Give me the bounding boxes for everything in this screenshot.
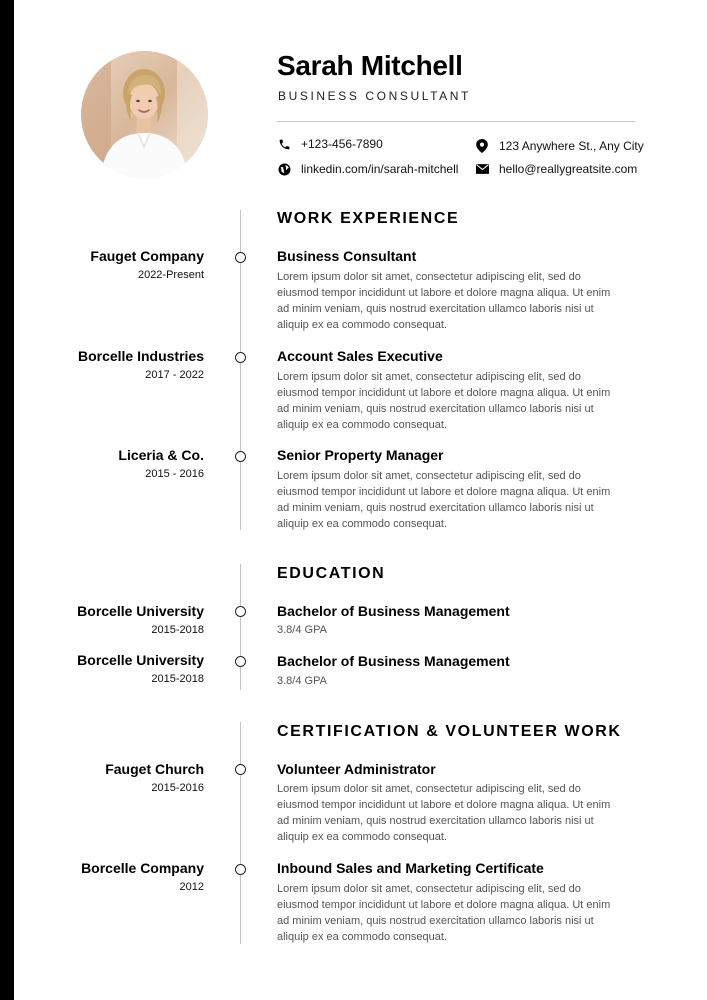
contact-phone [277, 137, 383, 151]
work-date: 2022-Present [137, 269, 204, 281]
certification-description: Lorem ipsum dolor sit amet, consectetur adipiscing elit, sed do eiusmod tempor incididunt ut labore et dolore magna aliqua. Ut enim ad minim veniam, quis nostrud exercitation ullamco laboris nisi ut aliquip ex ea commodo consequat. [277, 783, 611, 843]
email-text[interactable]: hello@reallygreatsite.com [499, 162, 638, 176]
timeline-dot [235, 352, 246, 363]
certification-date: 2012 [179, 881, 204, 893]
candidate-role: BUSINESS CONSULTANT [278, 89, 471, 103]
work-date: 2017 - 2022 [145, 369, 204, 381]
globe-icon [277, 162, 291, 176]
certification-org: Borcelle Company [81, 860, 204, 876]
certification-org: Fauget Church [105, 761, 204, 777]
education-date: 2015-2018 [151, 624, 204, 636]
timeline-dot [235, 252, 246, 263]
timeline-dot [235, 606, 246, 617]
education-title: Bachelor of Business Management [277, 603, 510, 619]
work-description: Lorem ipsum dolor sit amet, consectetur adipiscing elit, sed do eiusmod tempor incididunt ut labore et dolore magna aliqua. Ut enim ad minim veniam, quis nostrud exercitation ullamco laboris nisi ut aliquip ex ea commodo consequat. [277, 371, 611, 431]
phone-text: +123-456-7890 [301, 137, 383, 151]
contact-email [475, 162, 637, 176]
work-description: Lorem ipsum dolor sit amet, consectetur adipiscing elit, sed do eiusmod tempor incididunt ut labore et dolore magna aliqua. Ut enim ad minim veniam, quis nostrud exercitation ullamco laboris nisi ut aliquip ex ea commodo consequat. [277, 271, 611, 331]
contact-linkedin [277, 162, 458, 176]
certification-title: Inbound Sales and Marketing Certificate [277, 860, 544, 876]
work-experience-heading: WORK EXPERIENCE [277, 210, 460, 227]
work-org: Liceria & Co. [118, 447, 204, 463]
education-gpa: 3.8/4 GPA [277, 675, 327, 687]
phone-icon [277, 137, 291, 151]
education-title: Bachelor of Business Management [277, 653, 510, 669]
header-divider [277, 121, 635, 122]
timeline-dot [235, 451, 246, 462]
education-timeline-line [240, 564, 241, 690]
page-edge-bar [0, 0, 14, 1000]
address-text: 123 Anywhere St., Any City [499, 139, 644, 153]
education-date: 2015-2018 [151, 673, 204, 685]
work-org: Fauget Company [90, 248, 204, 264]
certification-timeline-line [240, 722, 241, 944]
timeline-dot [235, 656, 246, 667]
certification-description: Lorem ipsum dolor sit amet, consectetur adipiscing elit, sed do eiusmod tempor incididunt ut labore et dolore magna aliqua. Ut enim ad minim veniam, quis nostrud exercitation ullamco laboris nisi ut aliquip ex ea commodo consequat. [277, 883, 611, 943]
timeline-dot [235, 764, 246, 775]
certification-date: 2015-2016 [151, 782, 204, 794]
education-gpa: 3.8/4 GPA [277, 624, 327, 636]
linkedin-text[interactable]: linkedin.com/in/sarah-mitchell [301, 162, 459, 176]
candidate-name: Sarah Mitchell [277, 50, 463, 81]
certification-title: Volunteer Administrator [277, 761, 436, 777]
work-org: Borcelle Industries [77, 348, 204, 364]
education-heading: EDUCATION [277, 565, 386, 582]
education-org: Borcelle University [77, 652, 204, 668]
certification-heading: CERTIFICATION & VOLUNTEER WORK [277, 723, 622, 740]
work-description: Lorem ipsum dolor sit amet, consectetur adipiscing elit, sed do eiusmod tempor incididunt ut labore et dolore magna aliqua. Ut enim ad minim veniam, quis nostrud exercitation ullamco laboris nisi ut aliquip ex ea commodo consequat. [277, 470, 611, 530]
work-date: 2015 - 2016 [145, 468, 204, 480]
location-pin-icon [475, 139, 489, 153]
work-title: Business Consultant [277, 248, 417, 264]
work-title: Senior Property Manager [277, 447, 444, 463]
education-org: Borcelle University [77, 603, 204, 619]
timeline-dot [235, 864, 246, 875]
envelope-icon [475, 162, 489, 176]
profile-photo [81, 51, 208, 178]
work-title: Account Sales Executive [277, 348, 443, 364]
contact-address [475, 139, 644, 153]
